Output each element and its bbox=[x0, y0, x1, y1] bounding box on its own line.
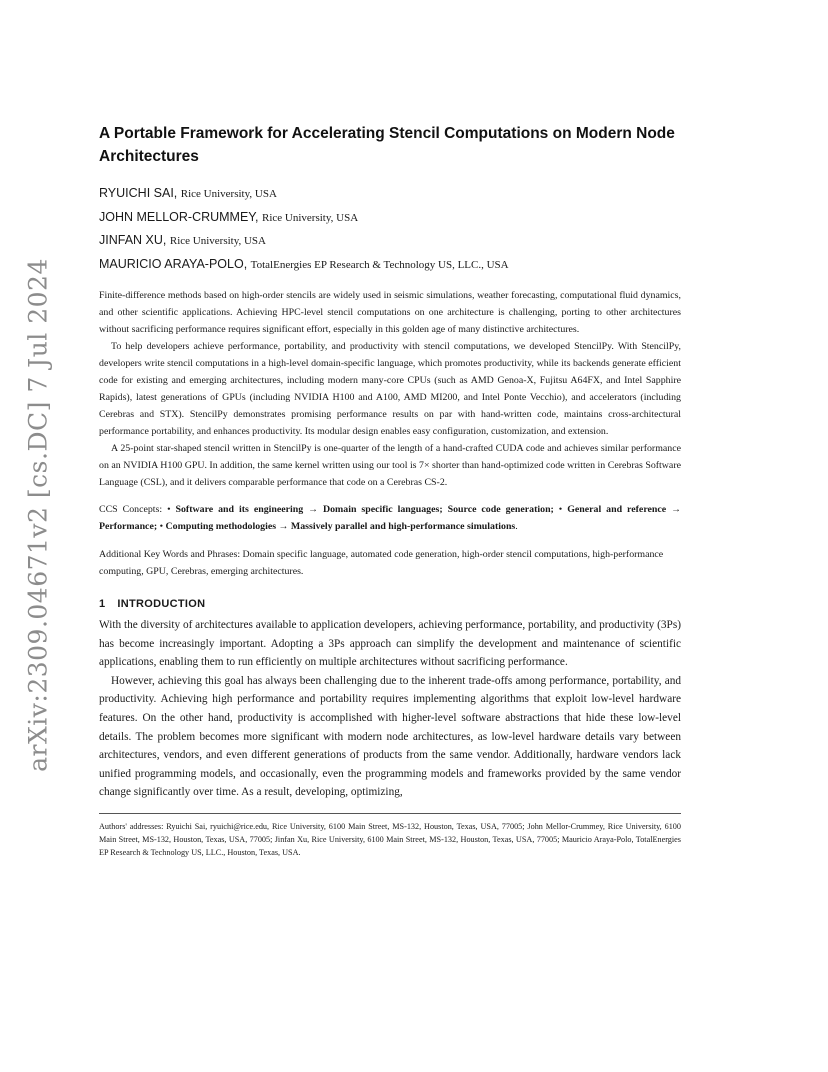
abstract-paragraph: A 25-point star-shaped stencil written in StencilPy is one-quarter of the length of a hand-crafted CUDA code and achieves similar performance on an NVIDIA H100 GPU. In addition, the same kernel written using our tool is 7× shorter than hand-optimized code written in Cerebras Software Language (CSL), and it delivers comparable performance that code on a Cerebras CS-2. bbox=[99, 443, 681, 488]
ccs-prefix: CCS Concepts: • bbox=[99, 504, 176, 515]
section-heading bbox=[99, 598, 681, 610]
keywords: Additional Key Words and Phrases: Domain specific language, automated code generation, high-order stencil computations, high-performance computing, GPU, Cerebras, emerging architectures. bbox=[99, 549, 664, 577]
ccs-separator: • bbox=[553, 504, 568, 515]
ccs-separator: • bbox=[157, 521, 166, 532]
section-title: INTRODUCTION bbox=[117, 598, 206, 610]
paper-page bbox=[99, 122, 681, 859]
arxiv-identifier: arXiv:2309.04671v2 [cs.DC] 7 Jul 2024 bbox=[23, 258, 53, 772]
author-affiliation: Rice University, USA bbox=[169, 235, 266, 247]
author-name: JOHN MELLOR-CRUMMEY, bbox=[99, 209, 259, 224]
abstract bbox=[99, 287, 681, 491]
author-addresses-footnote: Authors' addresses: Ryuichi Sai, ryuichi@rice.edu, Rice University, 6100 Main Street, MS-132, Houston, Texas, USA, 77005; John Mellor-Crummey, Rice University, 6100 Main Street, MS-132, Houston, Texas, USA, 77005; Jinfan Xu, Rice University, 6100 Main Street, MS-132, Houston, Texas, USA, 77005; Mauricio Araya-Polo, TotalEnergies EP Research & Technology US, LLC., Houston, Texas, USA. bbox=[99, 821, 681, 857]
author-affiliation: Rice University, USA bbox=[180, 188, 277, 200]
author-list bbox=[99, 182, 681, 276]
author-name: RYUICHI SAI, bbox=[99, 186, 178, 200]
section-number: 1 bbox=[99, 598, 106, 610]
author-name: JINFAN XU, bbox=[99, 233, 167, 247]
body-paragraph: With the diversity of architectures available to application developers, achieving performance, portability, and productivity (3Ps) has become increasingly important. Adopting a 3Ps approach can simplify the development and maintenance of scientific applications, enabling them to run efficiently on multiple architectures without sacrificing performance. bbox=[99, 619, 681, 669]
author-affiliation: TotalEnergies EP Research & Technology US, LLC., USA bbox=[250, 258, 509, 271]
arxiv-identifier-margin bbox=[18, 258, 58, 772]
ccs-end: . bbox=[515, 521, 518, 532]
ccs-concepts bbox=[99, 501, 681, 535]
author-entry bbox=[99, 182, 681, 206]
author-affiliation: Rice University, USA bbox=[262, 211, 359, 224]
body-paragraph: However, achieving this goal has always been challenging due to the inherent trade-offs among performance, portability, and productivity. Achieving high performance and portability requires implementing algorithms that exploit low-level hardware features. On the other hand, productivity is accomplished with higher-level software abstractions that hide these low-level details. The problem becomes more significant with modern node architectures, as low-level hardware details vary between architectures, vendors, and even different generations of products from the same vendor. Additionally, hardware vendors lack unified programming models, and occasionally, even the programming models and frameworks provided by the same vendor change significantly over time. As a result, developing, optimizing, bbox=[99, 674, 681, 799]
ccs-concept-3: Computing methodologies → Massively parallel and high-performance simulations bbox=[165, 521, 516, 532]
author-name: MAURICIO ARAYA-POLO, bbox=[99, 256, 248, 271]
author-entry bbox=[99, 253, 681, 277]
paper-title: A Portable Framework for Accelerating Stencil Computations on Modern Node Architectures bbox=[99, 125, 675, 165]
ccs-concept-2: General and reference → Performance; bbox=[99, 504, 681, 532]
author-entry bbox=[99, 229, 681, 253]
abstract-paragraph: To help developers achieve performance, portability, and productivity with stencil computations, we developed StencilPy. With StencilPy, developers write stencil computations in a high-level domain-specific language, which promotes productivity, while its backends generate efficient code for existing and emerging architectures, including modern many-core CPUs (such as AMD Genoa-X, Fujitsu A64FX, and Intel Sapphire Rapids), latest generations of GPUs (including NVIDIA H100 and A100, AMD MI200, and Intel Ponte Vecchio), and accelerators (including Cerebras and STX). StencilPy demonstrates promising performance results on par with hand-written code, maintains cross-architectural performance portability, and enhances productivity. Its modular design enables easy configuration, customization, and extension. bbox=[99, 341, 681, 437]
abstract-paragraph: Finite-difference methods based on high-order stencils are widely used in seismic simulations, weather forecasting, computational fluid dynamics, and other scientific applications. Achieving HPC-level stencil computations on one architecture is challenging, porting to other architectures without sacrificing performance requires significant effort, especially in this golden age of many distinctive architectures. bbox=[99, 290, 681, 335]
section-body bbox=[99, 616, 681, 802]
footnote-divider bbox=[99, 813, 681, 814]
author-entry bbox=[99, 206, 681, 230]
ccs-concept-1: Software and its engineering → Domain specific languages; Source code generation; bbox=[175, 504, 554, 515]
